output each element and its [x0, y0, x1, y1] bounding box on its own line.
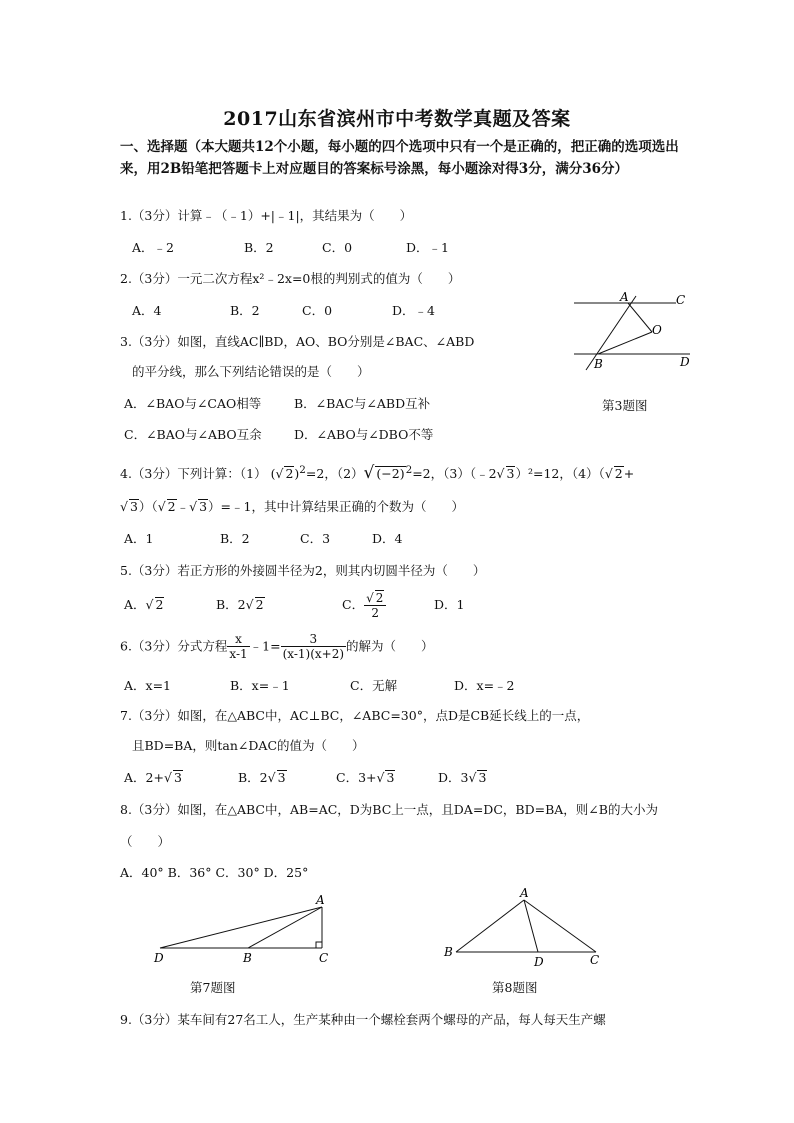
label-d: D — [534, 955, 544, 969]
q7-c-label: C．3+ — [336, 770, 377, 785]
q4-l2d: ﹣ — [176, 499, 190, 514]
q4-e2: =2，（3）（﹣2 — [412, 466, 497, 482]
segment-ba — [248, 907, 322, 948]
question-8-options: A．40° B．36° C．30° D．25° — [120, 865, 309, 880]
sqrt-sign: √ — [245, 597, 254, 612]
sqrt-sign: √ — [120, 499, 128, 514]
segment-ab — [456, 900, 524, 952]
question-4-stem-continued — [120, 499, 464, 515]
sqrt-sign: √ — [275, 466, 284, 482]
label-c: C — [590, 953, 600, 967]
q4-paren-close: ) — [294, 466, 300, 482]
question-6-stem — [120, 632, 434, 661]
q4-rad-4: 2 — [614, 466, 623, 482]
label-c: C — [319, 951, 329, 965]
question-7-option-d — [438, 770, 487, 786]
q4-e3: ）²=12，（4）（ — [515, 466, 605, 482]
q5-a-label: A． — [124, 597, 146, 612]
sqrt-sign: √ — [163, 770, 172, 785]
q6-f1-den: x-1 — [229, 647, 248, 661]
figure-question-8 — [440, 884, 610, 970]
q7-a-label: A．2+ — [124, 770, 164, 785]
q4-prefix: 4.（3分）下列计算：（1） — [120, 466, 267, 482]
question-4-option-a: A．1 — [124, 531, 154, 546]
sqrt-sign: √ — [267, 770, 276, 785]
question-4-option-d: D．4 — [372, 531, 403, 546]
q4-l2f: ）=﹣1，其中计算结果正确的个数为（ ） — [208, 499, 464, 514]
segment-ad — [524, 900, 538, 952]
section-header: 一、选择题（本大题共12个小题，每小题的四个选项中只有一个是正确的，把正确的选项选出来，用2B铅笔把答题卡上对应题目的答案标号涂黑，每小题涂对得3分，满分36分） — [120, 139, 679, 177]
sqrt-sign: √ — [604, 466, 613, 482]
question-2-option-c: C．0 — [302, 303, 333, 318]
question-2-option-b: B．2 — [230, 303, 260, 318]
q4-rad-1: 2 — [285, 466, 294, 482]
line-ao — [628, 303, 652, 332]
q4-e1: =2，（2） — [305, 466, 364, 482]
q6-mid: ﹣1= — [249, 638, 281, 654]
q4-rad-3: 3 — [506, 466, 515, 482]
question-6-option-c: C．无解 — [350, 678, 398, 693]
label-b: B — [243, 951, 252, 965]
question-7-stem-continued: 且BD=BA，则tan∠DAC的值为（ ） — [132, 738, 365, 753]
question-1-stem: 1.（3分）计算﹣（﹣1）+|﹣1|，其结果为（ ） — [120, 208, 413, 223]
question-4-option-c: C．3 — [300, 531, 331, 546]
figure-question-3 — [568, 288, 698, 378]
question-6-option-a: A．x=1 — [124, 678, 172, 693]
figure-7-caption: 第7题图 — [190, 980, 236, 995]
q5-c-label: C． — [342, 597, 365, 612]
q5-c-fraction — [364, 590, 386, 620]
q4-exp-2: 2 — [405, 464, 413, 476]
q5-a-rad: 2 — [155, 597, 164, 612]
q4-exp: 2 — [299, 464, 306, 476]
q5-b-rad: 2 — [255, 597, 264, 612]
question-3-option-a: A．∠BAO与∠CAO相等 — [124, 396, 262, 411]
question-1-option-a: A．﹣2 — [132, 240, 174, 255]
question-2-option-d: D．﹣4 — [392, 303, 435, 318]
question-7-stem: 7.（3分）如图，在△ABC中，AC⊥BC，∠ABC=30°，点D是CB延长线上的一点， — [120, 708, 590, 723]
question-5-option-a — [124, 597, 164, 613]
q4-paren-open: ( — [270, 466, 276, 482]
sqrt-sign: √ — [496, 466, 505, 482]
label-a: A — [316, 893, 325, 907]
question-5-option-d: D．1 — [434, 597, 465, 612]
label-a: A — [620, 290, 629, 304]
label-c: C — [676, 293, 686, 307]
q4-plus: + — [623, 466, 635, 482]
question-8-stem-continued: （ ） — [120, 834, 171, 849]
right-angle-mark — [316, 942, 322, 948]
label-b: B — [444, 945, 453, 959]
question-3-option-d: D．∠ABO与∠DBO不等 — [294, 427, 434, 442]
q4-rad-6: 2 — [167, 499, 176, 514]
sqrt-sign: √ — [376, 770, 385, 785]
question-1-option-d: D．﹣1 — [406, 240, 449, 255]
question-7-option-a — [124, 770, 183, 786]
q5-c-num: √ 2 — [364, 590, 386, 606]
q6-prefix: 6.（3分）分式方程 — [120, 638, 228, 654]
question-4-stem — [120, 462, 634, 482]
q7-d-label: D．3 — [438, 770, 469, 785]
q7-b-rad: 3 — [277, 770, 286, 785]
question-7-option-c — [336, 770, 395, 786]
segment-ac — [524, 900, 596, 952]
sqrt-sign: √ — [157, 499, 166, 514]
question-5-stem: 5.（3分）若正方形的外接圆半径为2，则其内切圆半径为（ ） — [120, 563, 486, 578]
question-2-stem: 2.（3分）一元二次方程x²﹣2x=0根的判别式的值为（ ） — [120, 271, 461, 286]
q6-fraction-2 — [281, 632, 346, 661]
label-d: D — [154, 951, 164, 965]
q6-suffix: 的解为（ ） — [346, 638, 434, 654]
figure-8-caption: 第8题图 — [492, 980, 538, 995]
question-1-option-c: C．0 — [322, 240, 353, 255]
q5-b-label: B．2 — [216, 597, 246, 612]
question-9-stem: 9.（3分）某车间有27名工人，生产某种由一个螺栓套两个螺母的产品，每人每天生产螺 — [120, 1012, 606, 1027]
question-7-option-b — [238, 770, 287, 786]
question-3-stem: 3.（3分）如图，直线AC∥BD，AO、BO分别是∠BAC、∠ABD — [120, 334, 475, 349]
q4-rad-7: 3 — [199, 499, 208, 514]
question-6-option-d: D．x=﹣2 — [454, 678, 515, 693]
figure-question-7 — [150, 890, 340, 970]
sqrt-sign: √ — [189, 499, 198, 514]
label-o: O — [652, 323, 662, 337]
sqrt-sign: √ — [363, 463, 375, 484]
q6-f1-num: x — [227, 632, 249, 647]
question-1-option-b: B．2 — [244, 240, 274, 255]
q7-c-rad: 3 — [386, 770, 395, 785]
q4-rad-5: 3 — [129, 499, 138, 514]
question-5-option-c — [342, 590, 386, 620]
line-bo — [598, 332, 652, 354]
q7-a-rad: 3 — [173, 770, 182, 785]
q7-b-label: B．2 — [238, 770, 268, 785]
q6-fraction-1 — [227, 632, 249, 661]
label-a: A — [520, 886, 529, 900]
segment-da — [160, 907, 322, 948]
q4-l2b: ）（ — [138, 499, 158, 514]
question-6-option-b: B．x=﹣1 — [230, 678, 290, 693]
figure-3-caption: 第3题图 — [602, 398, 648, 413]
question-8-stem: 8.（3分）如图，在△ABC中，AB=AC，D为BC上一点，且DA=DC，BD=BA，则∠B的大小为 — [120, 802, 658, 817]
question-2-option-a: A．4 — [132, 303, 162, 318]
sqrt-sign: √ — [468, 770, 477, 785]
q5-c-den: 2 — [371, 606, 380, 620]
q6-f2-den: (x-1)(x+2) — [282, 647, 345, 661]
label-d: D — [680, 355, 690, 369]
question-4-option-b: B．2 — [220, 531, 250, 546]
q7-d-rad: 3 — [478, 770, 487, 785]
question-5-option-b — [216, 597, 265, 613]
question-3-option-b: B．∠BAC与∠ABD互补 — [294, 396, 431, 411]
sqrt-sign: √ — [145, 597, 154, 612]
question-3-option-c: C．∠BAO与∠ABO互余 — [124, 427, 262, 442]
label-b: B — [594, 357, 603, 371]
question-3-stem-continued: 的平分线，那么下列结论错误的是（ ） — [132, 364, 370, 379]
page-title: 2017山东省滨州市中考数学真题及答案 — [223, 108, 571, 130]
q4-rad-2: (−2) — [376, 466, 405, 482]
q5-c-rad: 2 — [375, 591, 384, 605]
q6-f2-num: 3 — [281, 632, 346, 647]
